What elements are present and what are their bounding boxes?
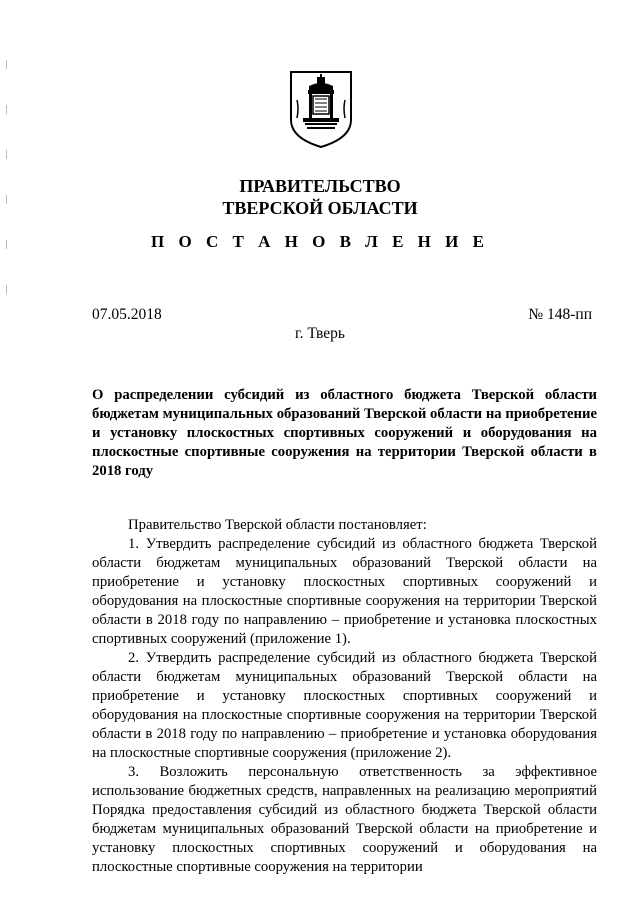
body-item-1: 1. Утвердить распределение субсидий из областного бюджета Тверской области бюджетам муниципальных образований Тверской области на приобретение и установку плоскостных спортивных сооружений и оборудования на плоскостные спортивные сооружения на территории Тверской области в 2018 году по направлению – приобретение и установка плоскостных спортивных сооружений (приложение 1). (92, 536, 597, 647)
document-city: г. Тверь (295, 325, 345, 342)
document-type: П О С Т А Н О В Л Е Н И Е (151, 232, 489, 251)
gov-title-line1: ПРАВИТЕЛЬСТВО (239, 176, 401, 196)
government-title (0, 175, 640, 219)
body-intro: Правительство Тверской области постановляет: (128, 517, 427, 533)
body-item-3: 3. Возложить персональную ответственность за эффективное использование бюджетных средств, направленных на реализацию мероприятий Порядка предоставления субсидий из областного бюджета Тверской области бюджетам муниципальных образований Тверской области на приобретение и установку плоскостных спортивных сооружений и оборудования на плоскостные спортивные сооружения на территории (92, 764, 597, 875)
document-date: 07.05.2018 (92, 306, 162, 323)
tver-coat-of-arms-icon (287, 68, 355, 150)
document-number: № 148-пп (528, 306, 592, 323)
document-subject: О распределении субсидий из областного бюджета Тверской области бюджетам муниципальных образований Тверской области на приобретение и установку плоскостных спортивных сооружений и оборудования на плоскостные спортивные сооружения на территории Тверской области в 2018 году (92, 387, 597, 479)
body-item-2: 2. Утвердить распределение субсидий из областного бюджета Тверской области бюджетам муниципальных образований Тверской области на приобретение и установку плоскостных спортивных сооружений и оборудования на плоскостные спортивные сооружения на территории Тверской области в 2018 году по направлению – приобретение и установка оборудования на плоскостные спортивные сооружения (приложение 2). (92, 650, 597, 761)
document-body (92, 516, 597, 877)
gov-title-line2: ТВЕРСКОЙ ОБЛАСТИ (222, 198, 418, 218)
